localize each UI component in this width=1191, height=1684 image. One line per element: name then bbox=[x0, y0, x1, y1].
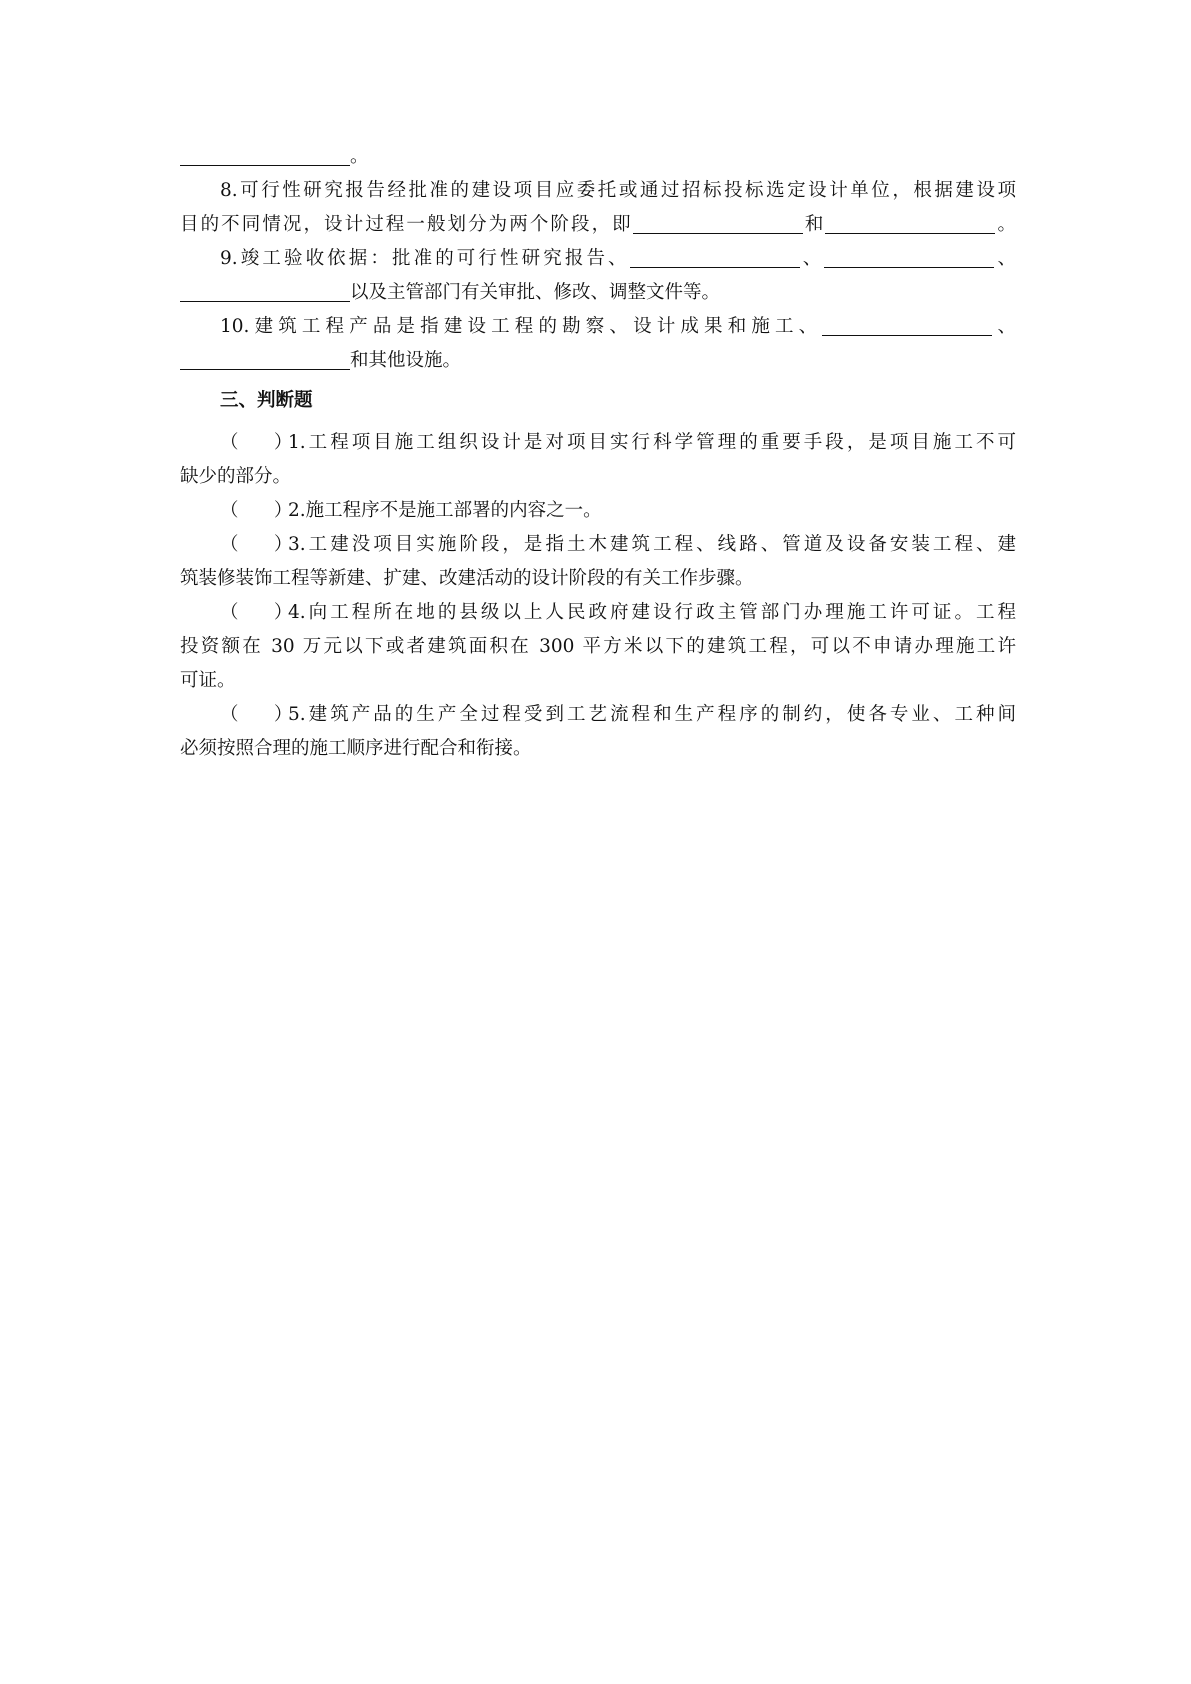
answer-blank[interactable] bbox=[825, 211, 995, 234]
judgment-item-5-line2: 必须按照合理的施工顺序进行配合和衔接。 bbox=[180, 738, 532, 759]
answer-paren[interactable]: （ ） bbox=[220, 704, 293, 725]
answer-blank[interactable] bbox=[824, 245, 994, 268]
judgment-item-4-line3: 可证。 bbox=[180, 670, 236, 691]
answer-blank[interactable] bbox=[822, 313, 992, 336]
q10-line2: 和其他设施。 bbox=[180, 344, 1016, 378]
answer-paren[interactable]: （ ） bbox=[220, 534, 293, 555]
judgment-item-3-line2: 筑装修装饰工程等新建、扩建、改建活动的设计阶段的有关工作步骤。 bbox=[180, 568, 754, 589]
q10-line1: 10.建筑工程产品是指建设工程的勘察、设计成果和施工、 、 bbox=[180, 310, 1016, 344]
q7-tail: 。 bbox=[180, 140, 1016, 174]
section-heading: 三、判断题 bbox=[220, 390, 313, 411]
judgment-item-4-line1: （ ）4.向工程所在地的县级以上人民政府建设行政主管部门办理施工许可证。工程 bbox=[180, 596, 1016, 630]
answer-blank[interactable] bbox=[180, 143, 350, 166]
judgment-item-4-line2: 投资额在 30 万元以下或者建筑面积在 300 平方米以下的建筑工程，可以不申请办理施工许 bbox=[180, 636, 1016, 657]
judgment-item-3-line1: （ ）3.工建没项目实施阶段，是指土木建筑工程、线路、管道及设备安装工程、建 bbox=[180, 528, 1016, 562]
judgment-item-1-line1: （ ）1.工程项目施工组织设计是对项目实行科学管理的重要手段，是项目施工不可 bbox=[180, 426, 1016, 460]
answer-blank[interactable] bbox=[180, 347, 350, 370]
answer-blank[interactable] bbox=[180, 279, 350, 302]
document-page bbox=[180, 140, 1016, 766]
answer-paren[interactable]: （ ） bbox=[220, 602, 293, 623]
judgment-item-2-line1: （ ）2.施工程序不是施工部署的内容之一。 bbox=[180, 494, 1016, 528]
q8-line1: 8.可行性研究报告经批准的建设项目应委托或通过招标投标选定设计单位，根据建设项 bbox=[220, 180, 1016, 201]
answer-blank[interactable] bbox=[633, 211, 803, 234]
judgment-item-5-line1: （ ）5.建筑产品的生产全过程受到工艺流程和生产程序的制约，使各专业、工种间 bbox=[180, 698, 1016, 732]
q8-line2: 目的不同情况，设计过程一般划分为两个阶段，即 和 。 bbox=[180, 208, 1016, 242]
answer-paren[interactable]: （ ） bbox=[220, 432, 293, 453]
judgment-item-1-line2: 缺少的部分。 bbox=[180, 466, 292, 487]
q9-line1: 9.竣工验收依据：批准的可行性研究报告、 、 、 bbox=[180, 242, 1016, 276]
answer-blank[interactable] bbox=[630, 245, 800, 268]
answer-paren[interactable]: （ ） bbox=[220, 500, 293, 521]
q9-line2: 以及主管部门有关审批、修改、调整文件等。 bbox=[180, 276, 1016, 310]
